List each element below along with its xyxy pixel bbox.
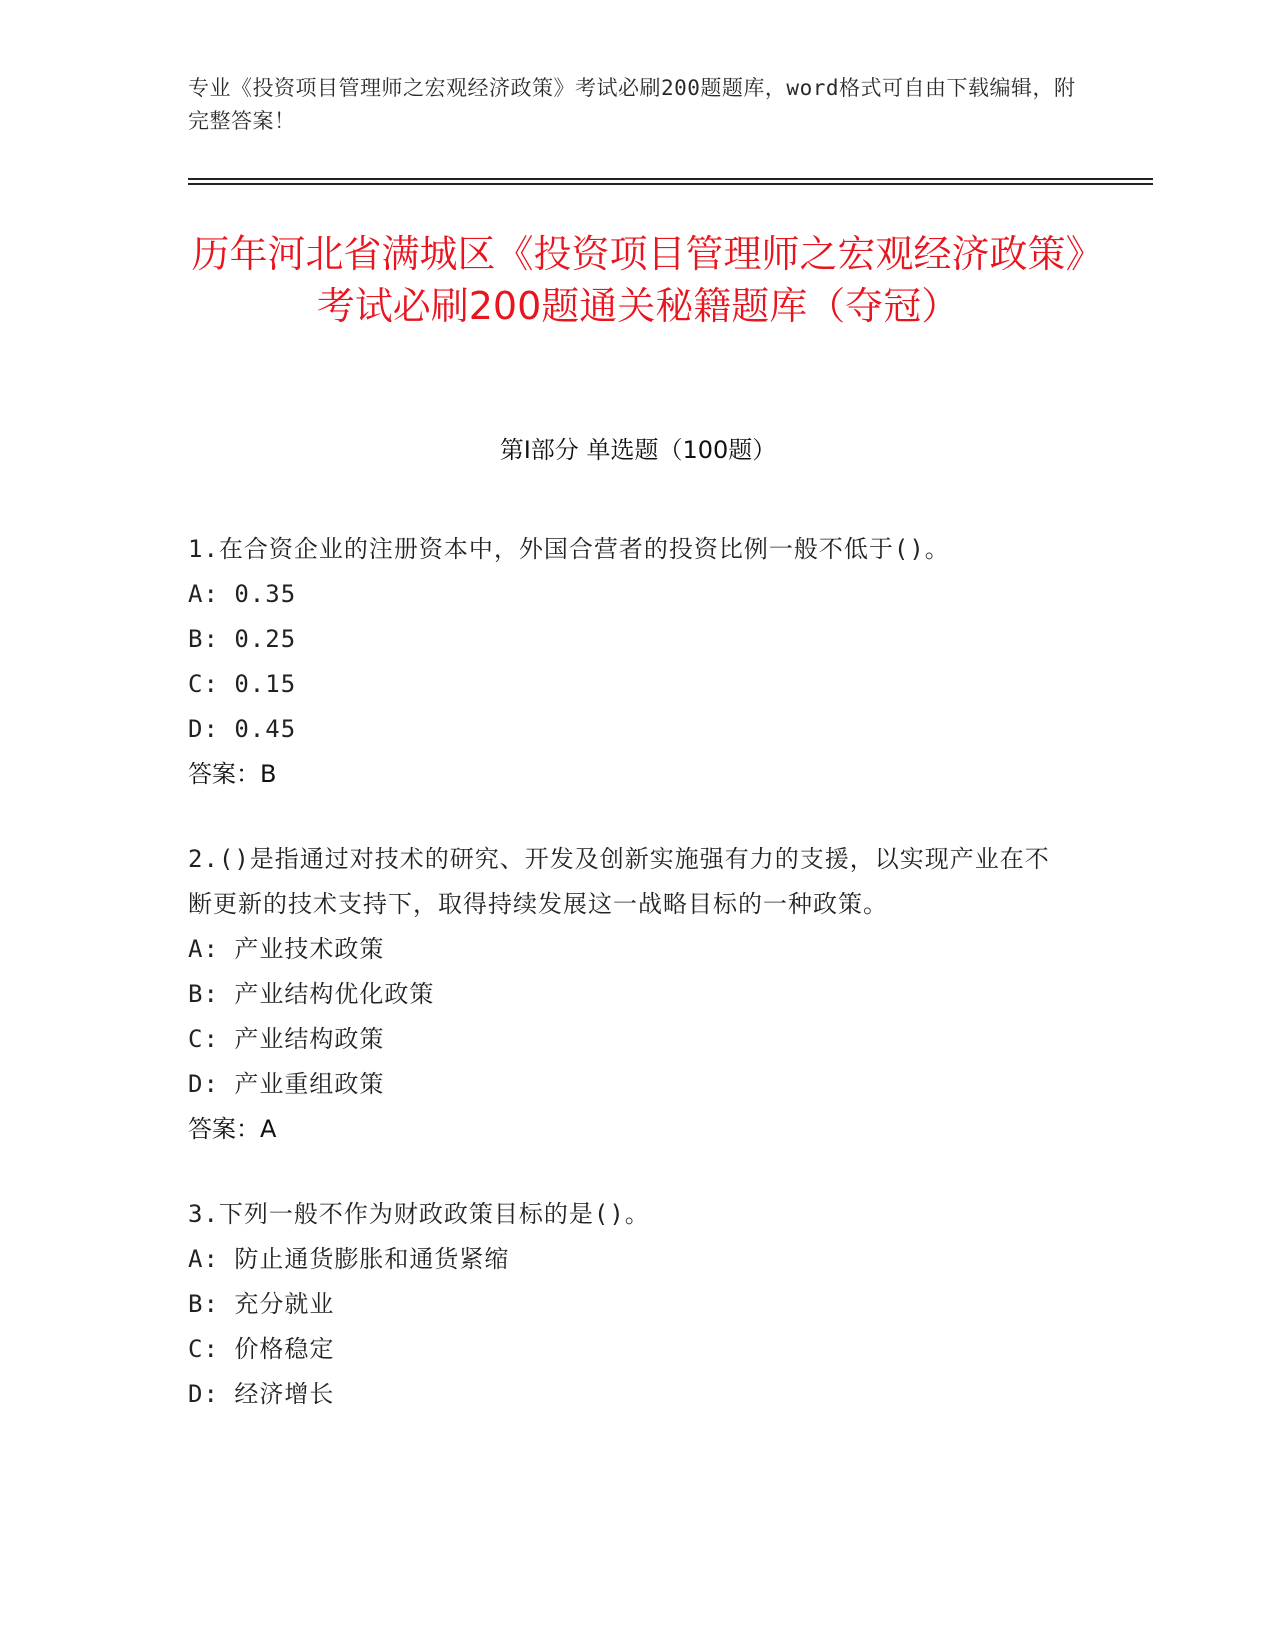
question-answer: 答案：B: [188, 760, 277, 788]
header-note: 专业《投资项目管理师之宏观经济政策》考试必刷200题题库，word格式可自由下载编辑，附完整答案！: [188, 76, 1076, 133]
option-c: C: 0.15: [188, 670, 297, 698]
question-stem: 3.下列一般不作为财政政策目标的是()。: [188, 1200, 650, 1228]
header-divider-bottom: [188, 183, 1153, 185]
option-d: D: 产业重组政策: [188, 1070, 385, 1098]
option-d: D: 0.45: [188, 715, 297, 743]
question-item: [188, 837, 1068, 1152]
document-title: 历年河北省满城区《投资项目管理师之宏观经济政策》考试必刷200题通关秘籍题库（夺冠）: [191, 232, 1085, 328]
option-a: A: 防止通货膨胀和通货紧缩: [188, 1245, 510, 1273]
option-d: D: 经济增长: [188, 1380, 335, 1408]
option-a: A: 0.35: [188, 580, 297, 608]
option-b: B: 产业结构优化政策: [188, 980, 435, 1008]
header-divider-top: [188, 178, 1153, 180]
question-item: [188, 1192, 1068, 1417]
question-stem: 1.在合资企业的注册资本中，外国合营者的投资比例一般不低于()。: [188, 535, 950, 563]
option-a: A: 产业技术政策: [188, 935, 385, 963]
option-c: C: 价格稳定: [188, 1335, 335, 1363]
option-c: C: 产业结构政策: [188, 1025, 385, 1053]
question-list: [188, 527, 1068, 1457]
section-heading: 第I部分 单选题（100题）: [499, 436, 777, 464]
question-answer: 答案：A: [188, 1115, 277, 1143]
option-b: B: 充分就业: [188, 1290, 335, 1318]
question-stem: 2.()是指通过对技术的研究、开发及创新实施强有力的支援，以实现产业在不断更新的技术支持下，取得持续发展这一战略目标的一种政策。: [188, 845, 1050, 918]
question-item: [188, 527, 1068, 797]
option-b: B: 0.25: [188, 625, 297, 653]
